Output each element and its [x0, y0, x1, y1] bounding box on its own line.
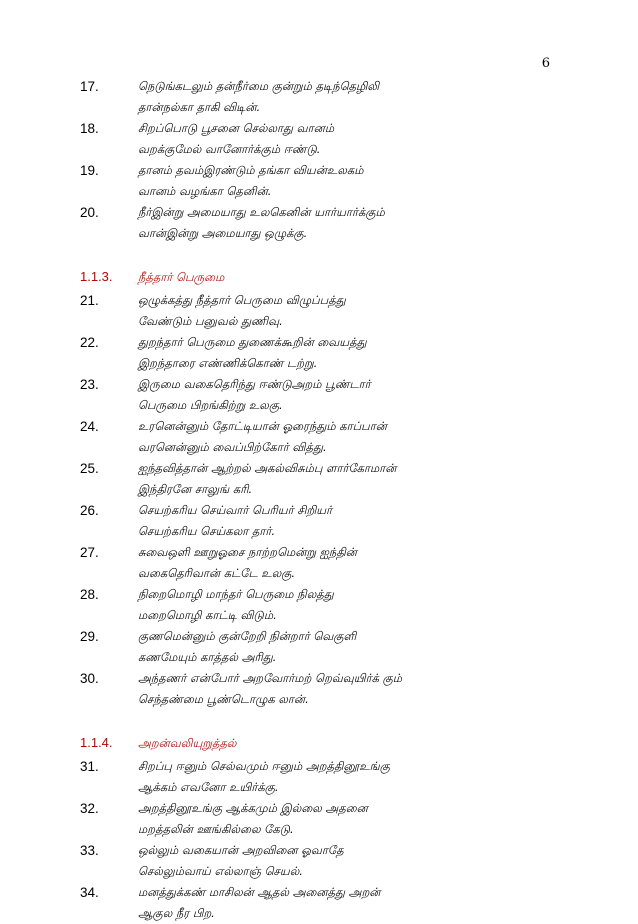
verse-line: வறக்குமேல் வானோர்க்கும் ஈண்டு. — [138, 142, 321, 156]
verse-number: 19. — [80, 163, 99, 178]
verse-line: சிறப்பொடு பூசனை செல்லாது வானம் — [138, 121, 335, 135]
verse-number: 24. — [80, 419, 99, 434]
verse-number: 17. — [80, 79, 99, 94]
verse-line: நெடுங்கடலும் தன்நீர்மை குன்றும் தடிந்தெழிலி — [138, 79, 380, 93]
verse-number: 34. — [80, 885, 99, 900]
verse-line: மனத்துக்கண் மாசிலன் ஆதல் அனைத்து அறன் — [138, 885, 381, 899]
verse — [80, 500, 580, 542]
verse-line: ஆகுல நீர பிற. — [138, 906, 215, 920]
verse — [80, 626, 580, 668]
verse — [80, 668, 580, 710]
verse-line: செயற்கரிய செய்வார் பெரியர் சிறியர் — [138, 503, 333, 517]
verse-number: 22. — [80, 335, 99, 350]
verse — [80, 76, 580, 118]
verse — [80, 584, 580, 626]
section-title: நீத்தார் பெருமை — [138, 270, 225, 284]
verse — [80, 290, 580, 332]
verse-line: தான்நல்கா தாகி விடின். — [138, 100, 261, 114]
section-heading — [80, 266, 580, 288]
verse-line: ஒழுக்கத்து நீத்தார் பெருமை விழுப்பத்து — [138, 293, 346, 307]
verse-line: வான்இன்று அமையாது ஒழுக்கு. — [138, 226, 308, 240]
verse-line: இறந்தாரை எண்ணிக்கொண் டற்று. — [138, 356, 318, 370]
verse-line: இருமை வகைதெரிந்து ஈண்டுஅறம் பூண்டார் — [138, 377, 371, 391]
verse-number: 31. — [80, 759, 99, 774]
verse-line: சுவைஒளி ஊறுஓசை நாற்றமென்று ஐந்தின் — [138, 545, 357, 559]
section-number: 1.1.3. — [80, 269, 113, 284]
verse — [80, 416, 580, 458]
verse — [80, 202, 580, 244]
verse-line: அறத்தினூஉங்கு ஆக்கமும் இல்லை அதனை — [138, 801, 368, 815]
verse — [80, 542, 580, 584]
verse-line: குணமென்னும் குன்றேறி நின்றார் வெகுளி — [138, 629, 357, 643]
verse-number: 20. — [80, 205, 99, 220]
verse-line: மறைமொழி காட்டி விடும். — [138, 608, 277, 622]
verse-number: 30. — [80, 671, 99, 686]
verse — [80, 756, 580, 798]
verse-line: துறந்தார் பெருமை துணைக்கூறின் வையத்து — [138, 335, 367, 349]
verse-line: உரனென்னும் தோட்டியான் ஓரைந்தும் காப்பான் — [138, 419, 387, 433]
verse-line: இந்திரனே சாலுங் கரி. — [138, 482, 253, 496]
verse-number: 18. — [80, 121, 99, 136]
verse — [80, 374, 580, 416]
page-number: 6 — [541, 56, 550, 71]
verse-number: 23. — [80, 377, 99, 392]
verse — [80, 840, 580, 882]
verse-number: 33. — [80, 843, 99, 858]
verse-number: 27. — [80, 545, 99, 560]
verse-line: வரனென்னும் வைப்பிற்கோர் வித்து. — [138, 440, 327, 454]
verse-line: மறத்தலின் ஊங்கில்லை கேடு. — [138, 822, 294, 836]
verse-line: சிறப்பு ஈனும் செல்வமும் ஈனும் அறத்தினூஉங்கு — [138, 759, 390, 773]
verse — [80, 160, 580, 202]
document-body — [80, 76, 580, 924]
section-heading — [80, 732, 580, 754]
verse-number: 32. — [80, 801, 99, 816]
verse — [80, 798, 580, 840]
verse-line: வானம் வழங்கா தெனின். — [138, 184, 272, 198]
verse-line: வகைதெரிவான் கட்டே உலகு. — [138, 566, 296, 580]
section-number: 1.1.4. — [80, 735, 113, 750]
verse-line: ஐந்தவித்தான் ஆற்றல் அகல்விசும்பு ளார்கோமான் — [138, 461, 397, 475]
verse-line: வேண்டும் பனுவல் துணிவு. — [138, 314, 283, 328]
verse-line: செந்தண்மை பூண்டொழுக லான். — [138, 692, 309, 706]
verse-line: ஒல்லும் வகையான் அறவினை ஓவாதே — [138, 843, 344, 857]
verse-number: 21. — [80, 293, 99, 308]
verse-line: செல்லும்வாய் எல்லாஞ் செயல். — [138, 864, 303, 878]
verse-line: செயற்கரிய செய்கலா தார். — [138, 524, 276, 538]
verse — [80, 332, 580, 374]
verse-number: 29. — [80, 629, 99, 644]
verse — [80, 458, 580, 500]
verse-number: 26. — [80, 503, 99, 518]
verse — [80, 882, 580, 924]
verse-number: 25. — [80, 461, 99, 476]
verse-number: 28. — [80, 587, 99, 602]
verse-line: பெருமை பிறங்கிற்று உலகு. — [138, 398, 283, 412]
verse-line: கணமேயும் காத்தல் அரிது. — [138, 650, 277, 664]
verse-line: நிறைமொழி மாந்தர் பெருமை நிலத்து — [138, 587, 334, 601]
verse-line: நீர்இன்று அமையாது உலகெனின் யார்யார்க்கும் — [138, 205, 385, 219]
verse — [80, 118, 580, 160]
section-title: அறன்வலியுறுத்தல் — [138, 736, 237, 750]
verse-line: ஆக்கம் எவனோ உயிர்க்கு. — [138, 780, 279, 794]
verse-line: அந்தணர் என்போர் அறவோர்மற் றெவ்வுயிர்க் கும் — [138, 671, 403, 685]
verse-line: தானம் தவம்இரண்டும் தங்கா வியன்உலகம் — [138, 163, 364, 177]
